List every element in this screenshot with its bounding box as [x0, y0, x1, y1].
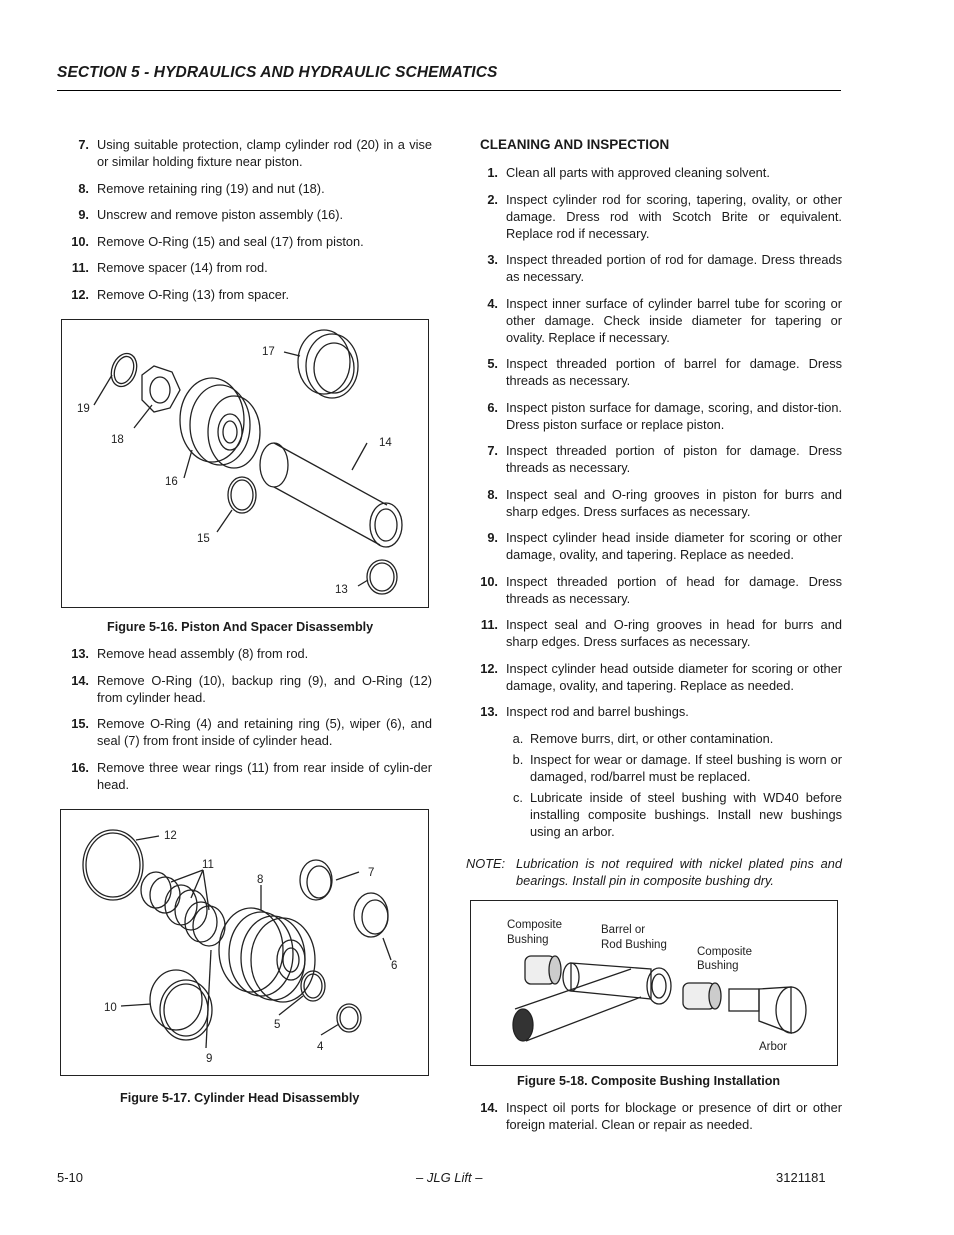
step-text: Inspect threaded portion of rod for damage. Dress threads as necessary. [506, 252, 842, 284]
label-barrel-2: Rod Bushing [601, 939, 667, 951]
step-number: 1. [487, 165, 498, 180]
label-16: 16 [165, 476, 178, 488]
step-text: Inspect oil ports for blockage or presence of dirt or other foreign material. Clean or repair as needed. [506, 1100, 842, 1132]
step-item [466, 442, 842, 476]
step-number: 10. [480, 573, 498, 589]
step-number: 14. [480, 1100, 498, 1115]
footer-center: – JLG Lift – [416, 1170, 483, 1185]
label-13: 13 [335, 584, 348, 596]
step-number: 13. [480, 704, 498, 719]
step-text: Remove O-Ring (15) and seal (17) from piston. [97, 233, 364, 249]
label-8: 8 [257, 874, 264, 886]
figure18-caption: Figure 5-18. Composite Bushing Installation [517, 1074, 781, 1088]
cylinder-head-drawing [61, 810, 427, 1074]
footer-page-number: 5-10 [57, 1170, 84, 1185]
step-text: Remove O-Ring (13) from spacer. [97, 286, 290, 302]
step-item [466, 660, 842, 694]
step-number: 12. [480, 660, 498, 676]
step-number: 8. [487, 486, 498, 502]
step-item [466, 573, 842, 607]
step-item [57, 759, 432, 793]
step-item [57, 715, 432, 749]
section-title: SECTION 5 - HYDRAULICS AND HYDRAULIC SCHEMATICS [57, 64, 498, 81]
step-item [57, 645, 432, 662]
substep-item [506, 751, 842, 785]
composite-bushing-drawing [471, 901, 836, 1064]
label-19: 19 [77, 403, 90, 415]
label-composite-left-2: Bushing [507, 934, 549, 946]
left-steps-b [57, 645, 432, 802]
step-number: 9. [487, 530, 498, 545]
label-10: 10 [104, 1002, 117, 1014]
step-number: 7. [78, 137, 89, 152]
step-text: Inspect seal and O-ring grooves in piston for burrs and sharp edges. Dress surfaces as necessary. [506, 486, 842, 519]
left-steps-a [57, 136, 432, 312]
step-number: 9. [78, 207, 89, 222]
cleaning-steps [466, 164, 842, 844]
step-item [57, 259, 432, 276]
piston-spacer-drawing [62, 320, 427, 606]
figure-composite-bushing [470, 900, 838, 1066]
step-text: Remove O-Ring (10), backup ring (9), and O-Ring (12) from cylinder head. [97, 672, 432, 705]
step-item [466, 251, 842, 285]
step-number: 14. [71, 672, 89, 688]
step-number: 6. [487, 399, 498, 415]
step-number: 5. [487, 356, 498, 371]
label-4: 4 [317, 1041, 324, 1053]
label-6: 6 [391, 960, 398, 972]
step-item [466, 355, 842, 389]
step-text: Inspect threaded portion of piston for damage. Dress threads as necessary. [506, 443, 842, 475]
step-item [57, 180, 432, 197]
label-composite-right-2: Bushing [697, 960, 739, 972]
note-text: Lubrication is not required with nickel plated pins and bearings. Install pin in composite bushing dry. [516, 856, 842, 888]
substep-letter: c. [513, 789, 523, 805]
step-text: Remove head assembly (8) from rod. [97, 646, 309, 661]
figure-piston-spacer [61, 319, 429, 608]
label-arbor: Arbor [759, 1041, 788, 1053]
step-text: Using suitable protection, clamp cylinder rod (20) in a vise or similar holding fixture near piston. [97, 137, 432, 169]
step-item [57, 286, 432, 303]
step-number: 2. [487, 191, 498, 207]
step-text: Unscrew and remove piston assembly (16). [97, 207, 344, 222]
footer-doc-number: 3121181 [776, 1170, 826, 1185]
substep-text: Lubricate inside of steel bushing with WD40 before installing composite bushings. Install new bushings using an arbor. [530, 789, 842, 839]
label-15: 15 [197, 533, 210, 545]
step-number: 8. [78, 180, 89, 196]
step-item [466, 399, 842, 433]
step-item [466, 1099, 842, 1133]
final-step [466, 1099, 842, 1143]
step-number: 16. [71, 759, 89, 775]
step-number: 7. [487, 443, 498, 458]
step-text: Inspect threaded portion of head for damage. Dress threads as necessary. [506, 573, 842, 606]
figure-cylinder-head [60, 809, 429, 1076]
step-item [57, 136, 432, 170]
label-12: 12 [164, 830, 177, 842]
step-text: Inspect cylinder head outside diameter for scoring or other damage, ovality, and tapering. Replace as needed. [506, 660, 842, 693]
step-item [57, 672, 432, 706]
substep-item [506, 730, 842, 747]
step-text: Inspect cylinder head inside diameter for scoring or other damage, ovality, and tapering. Replace as needed. [506, 530, 842, 562]
substep-text: Inspect for wear or damage. If steel bushing is worn or damaged, rod/barrel must be replaced. [530, 751, 842, 784]
step-item [466, 164, 842, 181]
label-5: 5 [274, 1019, 281, 1031]
step-item [466, 191, 842, 242]
step-number: 10. [71, 233, 89, 249]
substep-text: Remove burrs, dirt, or other contamination. [530, 730, 774, 746]
step-item [466, 295, 842, 346]
substep-letter: b. [512, 751, 524, 767]
step-number: 4. [487, 295, 498, 311]
cleaning-heading: CLEANING AND INSPECTION [480, 137, 670, 152]
step-number: 11. [71, 260, 89, 275]
step-item [466, 486, 842, 520]
step-item [57, 206, 432, 223]
step-text: Remove O-Ring (4) and retaining ring (5), wiper (6), and seal (7) from front inside of cylinder head. [97, 716, 432, 748]
label-composite-left-1: Composite [507, 919, 562, 931]
label-composite-right-1: Composite [697, 946, 752, 958]
label-7: 7 [368, 867, 375, 879]
step-text: Clean all parts with approved cleaning solvent. [506, 165, 770, 180]
step-number: 15. [71, 716, 89, 731]
step-number: 11. [480, 617, 498, 632]
step-item [466, 703, 842, 720]
figure16-caption: Figure 5-16. Piston And Spacer Disassembly [107, 620, 374, 634]
step-number: 12. [71, 286, 89, 302]
step-text: Remove retaining ring (19) and nut (18). [97, 180, 325, 196]
step-item [57, 233, 432, 250]
label-11: 11 [202, 859, 214, 871]
step-item [466, 529, 842, 563]
label-9: 9 [206, 1053, 213, 1065]
step-text: Remove three wear rings (11) from rear inside of cylin-der head. [97, 759, 432, 792]
step-text: Inspect piston surface for damage, scoring, and distor-tion. Dress piston surface or replace piston. [506, 399, 842, 432]
step-text: Inspect seal and O-ring grooves in head for burrs and sharp edges. Dress surfaces as necessary. [506, 617, 842, 649]
step-item [466, 616, 842, 650]
step-text: Inspect inner surface of cylinder barrel tube for scoring or other damage. Check inside diameter for tapering or ovality. Replace if necessary. [506, 295, 842, 345]
step-number: 3. [487, 252, 498, 267]
section-header [57, 64, 841, 91]
step-text: Inspect cylinder rod for scoring, tapering, ovality, or other damage. Dress rod with Scotch Brite or equivalent. Replace rod if necessary. [506, 191, 842, 241]
label-14: 14 [379, 437, 392, 449]
step-text: Remove spacer (14) from rod. [97, 260, 268, 275]
substep-letter: a. [512, 730, 524, 746]
label-17: 17 [262, 346, 275, 358]
note [466, 855, 842, 889]
note-label: NOTE: [466, 856, 506, 871]
label-barrel-1: Barrel or [601, 924, 646, 936]
step-number: 13. [71, 646, 89, 661]
substep-item [506, 789, 842, 840]
figure17-caption: Figure 5-17. Cylinder Head Disassembly [120, 1091, 360, 1105]
label-18: 18 [111, 434, 124, 446]
step-text: Inspect rod and barrel bushings. [506, 704, 689, 719]
step-text: Inspect threaded portion of barrel for damage. Dress threads as necessary. [506, 356, 842, 388]
